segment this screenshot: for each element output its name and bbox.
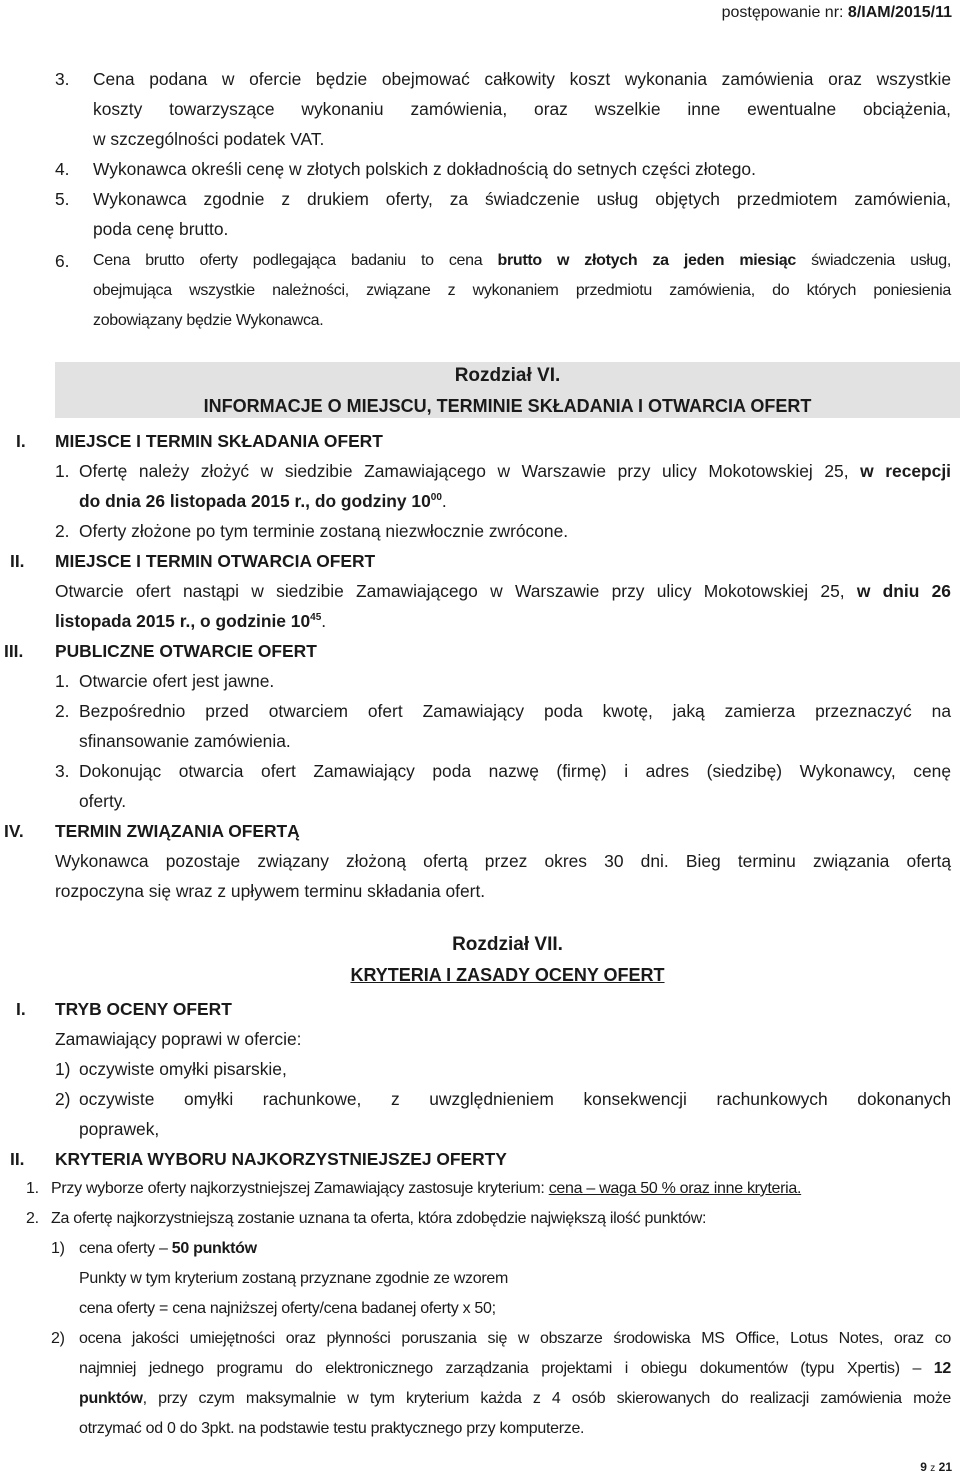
paragraph-line: Wykonawca zgodnie z drukiem oferty, za świadczenie usług objętych przedmiotem zamówienia, bbox=[93, 189, 951, 209]
item-number: 2. bbox=[26, 1210, 39, 1227]
deadline-text: do dnia 26 listopada 2015 r., do godziny 10 bbox=[79, 491, 431, 511]
paragraph-line: rozpoczyna się wraz z upływem terminu składania ofert. bbox=[55, 881, 486, 901]
paragraph-line: Za ofertę najkorzystniejszą zostanie uznana ta oferta, która zdobędzie największą ilość punktów: bbox=[51, 1210, 707, 1227]
points-label: punktów bbox=[79, 1390, 143, 1407]
paragraph-line: Zamawiający poprawi w ofercie: bbox=[55, 1029, 302, 1049]
procedure-id: 8/IAM/2015/11 bbox=[847, 4, 952, 21]
paragraph-line: otrzymać od 0 do 3pkt. na podstawie testu praktycznego przy komputerze. bbox=[79, 1420, 585, 1437]
section-roman: IV. bbox=[4, 821, 24, 841]
text-run: cena oferty – bbox=[79, 1240, 172, 1257]
item-number: 2) bbox=[51, 1330, 65, 1347]
opening-time-text: listopada 2015 r., o godzinie 10 bbox=[55, 611, 311, 631]
paragraph-line: poprawek, bbox=[79, 1119, 160, 1139]
section-title: MIEJSCE I TERMIN OTWARCIA OFERT bbox=[55, 551, 376, 571]
paragraph-line: Punkty w tym kryterium zostaną przyznane zgodnie ze wzorem bbox=[79, 1270, 508, 1287]
paragraph-line: oferty. bbox=[79, 791, 127, 811]
criterion-underlined: cena – waga 50 % oraz inne kryteria. bbox=[548, 1180, 802, 1197]
item-number: 2. bbox=[55, 521, 70, 541]
text-run: . bbox=[441, 491, 447, 511]
paragraph-line bbox=[55, 606, 326, 636]
formula-line: cena oferty = cena najniższej oferty/cena badanej oferty x 50; bbox=[79, 1300, 496, 1317]
paragraph-line: Otwarcie ofert jest jawne. bbox=[79, 671, 275, 691]
paragraph-line bbox=[79, 1384, 951, 1414]
item-number: 3. bbox=[55, 69, 70, 89]
item-number: 1. bbox=[55, 461, 70, 481]
item-number: 1. bbox=[26, 1180, 39, 1197]
text-run: najmniej jednego programu do elektronicznego zarządzania projektami i obiegu dokumentów (typu Xpertis) – bbox=[79, 1360, 934, 1377]
text-run: Otwarcie ofert nastąpi w siedzibie Zamawiającego w Warszawie przy ulicy Mokotowskiej 25, bbox=[55, 581, 857, 601]
paragraph-line: Wykonawca określi cenę w złotych polskich z dokładnością do setnych części złotego. bbox=[93, 159, 756, 179]
paragraph-line bbox=[51, 1174, 801, 1204]
paragraph-line: oczywiste omyłki pisarskie, bbox=[79, 1059, 287, 1079]
emphasis-run: w recepcji bbox=[860, 461, 951, 481]
paragraph-line: zobowiązany będzie Wykonawca. bbox=[93, 312, 324, 329]
time-superscript: 45 bbox=[310, 612, 322, 624]
paragraph-line bbox=[79, 1354, 951, 1384]
item-number: 2) bbox=[55, 1089, 71, 1109]
paragraph-line: Cena podana w ofercie będzie obejmować całkowity koszt wykonania zamówienia oraz wszystkie bbox=[93, 69, 951, 89]
text-run: Ofertę należy złożyć w siedzibie Zamawiającego w Warszawie przy ulicy Mokotowskiej 25, bbox=[79, 461, 861, 481]
section-roman: II. bbox=[10, 1149, 25, 1169]
paragraph-line bbox=[93, 246, 951, 276]
section-title: PUBLICZNE OTWARCIE OFERT bbox=[55, 641, 317, 661]
paragraph-line: w szczególności podatek VAT. bbox=[93, 129, 325, 149]
section-roman: I. bbox=[16, 431, 26, 451]
paragraph-line bbox=[55, 576, 951, 606]
paragraph-line: koszty towarzyszące wykonaniu zamówienia, oraz wszelkie inne ewentualne obciążenia, bbox=[93, 99, 951, 119]
paragraph-line: Bezpośrednio przed otwarciem ofert Zamawiający poda kwotę, jaką zamierza przeznaczyć na bbox=[79, 701, 951, 721]
item-number: 1) bbox=[51, 1240, 65, 1257]
section-title: MIEJSCE I TERMIN SKŁADANIA OFERT bbox=[55, 431, 383, 451]
section-roman: II. bbox=[10, 551, 25, 571]
chapter-title: Rozdział VI. bbox=[454, 365, 561, 386]
paragraph-line: Dokonując otwarcia ofert Zamawiający poda nazwę (firmę) i adres (siedzibę) Wykonawcy, cenę bbox=[79, 761, 951, 781]
paragraph-line: obejmująca wszystkie należności, związane z wykonaniem przedmiotu zamówienia, do których poniesienia bbox=[93, 282, 951, 299]
section-roman: I. bbox=[16, 999, 26, 1019]
item-number: 5. bbox=[55, 189, 70, 209]
section-roman: III. bbox=[4, 641, 24, 661]
chapter-title: Rozdział VII. bbox=[452, 934, 563, 955]
text-run: . bbox=[321, 611, 327, 631]
points-value: 50 punktów bbox=[171, 1240, 257, 1257]
emphasis-run: brutto w złotych za jeden miesiąc bbox=[497, 252, 796, 269]
procedure-number bbox=[722, 4, 952, 22]
emphasis-run: w dniu 26 bbox=[856, 581, 951, 601]
paragraph-line: sfinansowanie zamówienia. bbox=[79, 731, 291, 751]
item-number: 1. bbox=[55, 671, 70, 691]
section-title: TERMIN ZWIĄZANIA OFERTĄ bbox=[55, 821, 300, 841]
points-value: 12 bbox=[933, 1360, 951, 1377]
paragraph-line bbox=[79, 456, 951, 486]
section-title: KRYTERIA WYBORU NAJKORZYSTNIEJSZEJ OFERTY bbox=[55, 1149, 507, 1169]
paragraph-line: Oferty złożone po tym terminie zostaną niezwłocznie zwrócone. bbox=[79, 521, 569, 541]
paragraph-line bbox=[79, 1234, 257, 1264]
paragraph-line bbox=[79, 486, 447, 516]
paragraph-line: ocena jakości umiejętności oraz płynności poruszania się w obszarze środowiska MS Office, Lotus Notes, oraz co bbox=[79, 1330, 951, 1347]
chapter-subtitle: INFORMACJE O MIEJSCU, TERMINIE SKŁADANIA I OTWARCIA OFERT bbox=[203, 396, 812, 416]
procedure-prefix: postępowanie nr: bbox=[721, 4, 848, 21]
page-number bbox=[920, 1460, 952, 1474]
item-number: 4. bbox=[55, 159, 70, 179]
item-number: 3. bbox=[55, 761, 70, 781]
current-page: 9 bbox=[920, 1460, 927, 1474]
item-number: 2. bbox=[55, 701, 70, 721]
paragraph-line: Wykonawca pozostaje związany złożoną ofertą przez okres 30 dni. Bieg terminu związania ofertą bbox=[55, 851, 951, 871]
paragraph-line: oczywiste omyłki rachunkowe, z uwzględnieniem konsekwencji rachunkowych dokonanych bbox=[79, 1089, 951, 1109]
chapter-subtitle: KRYTERIA I ZASADY OCENY OFERT bbox=[350, 965, 665, 985]
text-run: świadczenia usług, bbox=[795, 252, 951, 269]
time-superscript: 00 bbox=[430, 492, 442, 504]
paragraph-line: poda cenę brutto. bbox=[93, 219, 229, 239]
text-run: Cena brutto oferty podlegająca badaniu to cena bbox=[93, 252, 498, 269]
text-run: , przy czym maksymalnie w tym kryterium każda z 4 osób skierowanych do realizacji zamówienia może bbox=[142, 1390, 951, 1407]
section-title: TRYB OCENY OFERT bbox=[55, 999, 232, 1019]
item-number: 1) bbox=[55, 1059, 71, 1079]
page-separator: z bbox=[930, 1463, 936, 1474]
item-number: 6. bbox=[55, 251, 70, 271]
total-pages: 21 bbox=[938, 1460, 952, 1474]
text-run: Przy wyborze oferty najkorzystniejszej Zamawiający zastosuje kryterium: bbox=[51, 1180, 549, 1197]
